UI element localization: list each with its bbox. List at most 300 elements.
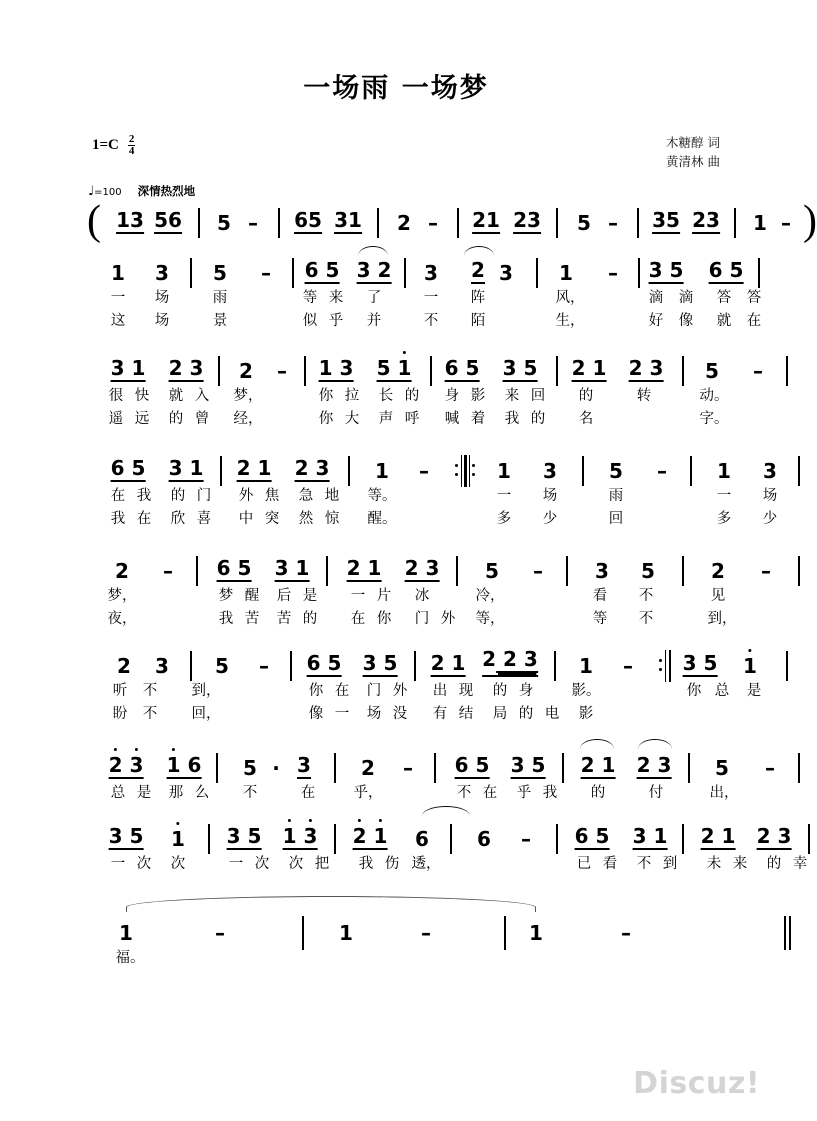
- note: 5: [217, 211, 231, 235]
- note: 23: [513, 208, 541, 232]
- lyric: 字。: [699, 411, 729, 427]
- note: 2: [711, 559, 725, 583]
- note: 1: [743, 654, 757, 678]
- lyric: 一: [110, 290, 126, 306]
- note: 1: [375, 459, 389, 483]
- note: 3 5: [226, 824, 262, 848]
- lyric: 不: [456, 785, 472, 801]
- lyric: 的: [530, 411, 546, 427]
- lyric: 在: [136, 511, 152, 527]
- lyric: 场: [366, 706, 382, 722]
- lyric-row-2: [86, 307, 762, 330]
- note: 35: [652, 208, 680, 232]
- note: 2: [115, 559, 129, 583]
- lyric: 总: [110, 785, 126, 801]
- lyric: 你: [318, 388, 334, 404]
- lyric: 付: [648, 785, 664, 801]
- lyric: 局: [492, 706, 508, 722]
- lyric: 看: [602, 856, 618, 872]
- lyric: 不: [638, 588, 654, 604]
- note: 3 1: [110, 356, 146, 380]
- lyric: 福。: [115, 950, 145, 966]
- note-dash: –: [428, 211, 438, 235]
- note-row: [86, 448, 777, 483]
- open-paren: (: [87, 198, 101, 244]
- barline: [198, 208, 200, 238]
- lyric: 冰: [414, 588, 430, 604]
- note: 2 2 3: [482, 649, 538, 677]
- page-title: 一场雨 一场梦: [303, 73, 489, 104]
- lyric: 一: [334, 706, 350, 722]
- note-dash: –: [608, 261, 618, 285]
- lyric: 外: [392, 683, 408, 699]
- lyric: 转: [636, 388, 652, 404]
- key-signature: 1=C: [92, 137, 119, 154]
- note: 1: [559, 261, 573, 285]
- lyric: 夜，: [107, 611, 137, 627]
- credits: [666, 133, 720, 172]
- lyric: 动。: [699, 388, 729, 404]
- tempo-marking: [88, 183, 195, 199]
- note: 6 5: [454, 753, 490, 777]
- note: 3 1: [274, 556, 310, 580]
- lyric-row-2: [86, 605, 737, 628]
- lyric: 场: [542, 488, 558, 504]
- note: 6 5: [444, 356, 480, 380]
- augmentation-dot: ·: [272, 756, 280, 780]
- lyric: 像: [308, 706, 324, 722]
- note: 2: [471, 258, 485, 282]
- lyric: 出: [432, 683, 448, 699]
- note-dash: –: [521, 827, 531, 851]
- note: 1: [753, 211, 767, 235]
- lyric: 你: [318, 411, 334, 427]
- note-dash: –: [533, 559, 543, 583]
- lyric: 在: [300, 785, 316, 801]
- lyric: 多: [716, 511, 732, 527]
- staff-system-2: [86, 348, 763, 428]
- lyric: 影: [578, 706, 594, 722]
- note-dash: –: [781, 211, 791, 235]
- note-dash: –: [765, 756, 775, 780]
- barline: [734, 208, 736, 238]
- note: 1 3: [282, 824, 318, 848]
- note: 3 1: [168, 456, 204, 480]
- lyric: 苦: [244, 611, 260, 627]
- lyric: 在: [350, 611, 366, 627]
- staff-system-7: [86, 816, 808, 873]
- lyric: 次: [288, 856, 304, 872]
- note: 6: [477, 827, 491, 851]
- lyric: 回: [608, 511, 624, 527]
- note: 1: [579, 654, 593, 678]
- lyric: 回，: [191, 706, 221, 722]
- lyric: 等。: [367, 488, 397, 504]
- lyric: 答: [746, 290, 762, 306]
- lyric-row-2: [86, 505, 778, 528]
- time-signature: [128, 134, 136, 157]
- lyric: 场: [762, 488, 778, 504]
- note-dash: –: [277, 359, 287, 383]
- lyric: 没: [392, 706, 408, 722]
- tempo-number: =100: [94, 187, 122, 198]
- note: 6: [415, 827, 429, 851]
- lyric: 场: [154, 290, 170, 306]
- note: 3 5: [362, 651, 398, 675]
- lyric-row-1: [86, 779, 739, 802]
- note: 3: [499, 261, 513, 285]
- slur: [464, 246, 494, 256]
- lyric: 的: [168, 411, 184, 427]
- lyric: 焦: [264, 488, 280, 504]
- note-dash: –: [657, 459, 667, 483]
- composer-credit: 黄清林 曲: [666, 154, 720, 170]
- lyric: 场: [154, 313, 170, 329]
- lyric: 我: [542, 785, 558, 801]
- note: 2 3: [636, 753, 672, 777]
- lyric: 地: [324, 488, 340, 504]
- note: 31: [334, 208, 362, 232]
- lyric: 就: [168, 388, 184, 404]
- note: 5: [485, 559, 499, 583]
- note: 1: [111, 261, 125, 285]
- note-dash: –: [259, 654, 269, 678]
- lyric: 一: [423, 290, 439, 306]
- note-dash: –: [261, 261, 271, 285]
- lyric: 到，: [707, 611, 737, 627]
- barline: [798, 753, 800, 783]
- lyric: 电: [544, 706, 560, 722]
- lyric: 的: [404, 388, 420, 404]
- lyric: 我: [110, 511, 126, 527]
- note: 3 2: [356, 258, 392, 282]
- note-dash: –: [621, 921, 631, 945]
- expression-marking: 深情热烈地: [137, 184, 196, 198]
- lyric: 外: [440, 611, 456, 627]
- lyric: 不: [142, 706, 158, 722]
- lyric: 的: [518, 706, 534, 722]
- lyric: 身: [518, 683, 534, 699]
- lyric: 生，: [555, 313, 585, 329]
- note-dash: –: [248, 211, 258, 235]
- note: 3: [543, 459, 557, 483]
- lyric: 门: [366, 683, 382, 699]
- lyric: 名: [578, 411, 594, 427]
- lyric-row-1: [86, 850, 808, 873]
- note: 2 1: [580, 753, 616, 777]
- lyric: 听: [112, 683, 128, 699]
- lyric: 不: [638, 611, 654, 627]
- note: 23: [692, 208, 720, 232]
- lyric: 等: [592, 611, 608, 627]
- note-dash: –: [403, 756, 413, 780]
- note-row: [86, 643, 757, 678]
- lyric: 乎: [516, 785, 532, 801]
- note-dash: –: [608, 211, 618, 235]
- lyric: 醒: [244, 588, 260, 604]
- note-row: [86, 910, 712, 944]
- lyric: 你: [376, 611, 392, 627]
- lyric: 大: [344, 411, 360, 427]
- lyric: 不: [142, 683, 158, 699]
- lyric: 急: [298, 488, 314, 504]
- note: 3 1: [632, 824, 668, 848]
- note: 2 3: [756, 824, 792, 848]
- time-signature-denominator: 4: [128, 145, 135, 158]
- lyric: 现: [458, 683, 474, 699]
- lyric: 片: [376, 588, 392, 604]
- lyric: 陌: [470, 313, 486, 329]
- lyric: 出，: [709, 785, 739, 801]
- lyric: 答: [716, 290, 732, 306]
- lyric: 的: [492, 683, 508, 699]
- note: 6 5: [216, 556, 252, 580]
- note: 2 1: [700, 824, 736, 848]
- note-dash: –: [419, 459, 429, 483]
- lyric-row-1: [86, 582, 726, 605]
- lyric: 来: [328, 290, 344, 306]
- note: 2 1: [430, 651, 466, 675]
- note: 1 6: [166, 753, 202, 777]
- lyric: 是: [136, 785, 152, 801]
- lyric: 的: [578, 388, 594, 404]
- staff-system-4: [86, 548, 771, 628]
- note: 2 3: [294, 456, 330, 480]
- lyric: 阵: [470, 290, 486, 306]
- note: 21: [472, 208, 500, 232]
- lyric: 幸: [792, 856, 808, 872]
- staff-system-intro: [86, 198, 817, 244]
- lyric: 突: [264, 511, 280, 527]
- note: 5: [243, 756, 257, 780]
- lyric: 少: [542, 511, 558, 527]
- lyric: 多: [496, 511, 512, 527]
- lyric: 在: [334, 683, 350, 699]
- lyric-row-2: [86, 405, 729, 428]
- note: 2: [117, 654, 131, 678]
- note: 5: [577, 211, 591, 235]
- note: 2 1: [236, 456, 272, 480]
- watermark: Discuz!: [633, 1066, 760, 1101]
- note: 1: [497, 459, 511, 483]
- lyric: 你: [686, 683, 702, 699]
- staff-system-1: [86, 250, 762, 330]
- note: 2: [397, 211, 411, 235]
- lyric-row-1: [86, 382, 729, 405]
- note: 3: [424, 261, 438, 285]
- note: 2 1: [352, 824, 388, 848]
- note: 2: [239, 359, 253, 383]
- note: 1: [529, 921, 543, 945]
- slur: [422, 806, 470, 816]
- time-signature-numerator: 2: [128, 133, 135, 145]
- slur: [358, 246, 388, 256]
- lyric: 回: [530, 388, 546, 404]
- lyric: 么: [194, 785, 210, 801]
- note-dash: –: [215, 921, 225, 945]
- lyric: 门: [196, 488, 212, 504]
- note: 3 5: [510, 753, 546, 777]
- lyric-row-1: [86, 482, 778, 505]
- barline: [798, 556, 800, 586]
- barline: [377, 208, 379, 238]
- lyric: 来: [732, 856, 748, 872]
- note: 6 5: [708, 258, 744, 282]
- lyric: 到，: [191, 683, 221, 699]
- lyric: 在: [746, 313, 762, 329]
- lyric: 的: [590, 785, 606, 801]
- note-row: [86, 816, 792, 851]
- lyric: 远: [134, 411, 150, 427]
- lyric: 等: [302, 290, 318, 306]
- staff-system-8-final: [86, 910, 712, 967]
- lyric: 就: [716, 313, 732, 329]
- lyric: 门: [414, 611, 430, 627]
- lyric: 一: [496, 488, 512, 504]
- note: 3: [763, 459, 777, 483]
- lyric: 总: [714, 683, 730, 699]
- lyric: 身: [444, 388, 460, 404]
- lyric: 的: [170, 488, 186, 504]
- note: 2 3: [628, 356, 664, 380]
- lyric: 我: [218, 611, 234, 627]
- lyric: 乎，: [353, 785, 383, 801]
- note-row: [86, 250, 744, 285]
- lyric: 苦: [276, 611, 292, 627]
- note: 3: [155, 261, 169, 285]
- barline: [808, 824, 810, 854]
- note: 65: [294, 208, 322, 232]
- note: 3: [297, 753, 311, 777]
- note-dash: –: [753, 359, 763, 383]
- lyric: 并: [366, 313, 382, 329]
- note: 5: [215, 654, 229, 678]
- note: 2 3: [108, 753, 144, 777]
- lyric: 风，: [555, 290, 585, 306]
- note: 1: [717, 459, 731, 483]
- staff-system-6: [86, 745, 775, 802]
- note: 5: [609, 459, 623, 483]
- lyric: 那: [168, 785, 184, 801]
- lyric: 未: [706, 856, 722, 872]
- lyric: 一: [228, 856, 244, 872]
- lyric: 到: [662, 856, 678, 872]
- note: 3 5: [682, 651, 718, 675]
- lyric: 好: [648, 313, 664, 329]
- note: 2: [361, 756, 375, 780]
- lyric: 似: [302, 313, 318, 329]
- lyric: 惊: [324, 511, 340, 527]
- note-dash: –: [761, 559, 771, 583]
- note: 6 5: [304, 258, 340, 282]
- lyric: 经，: [233, 411, 263, 427]
- lyric: 这: [110, 313, 126, 329]
- note: 1: [339, 921, 353, 945]
- lyric: 是: [302, 588, 318, 604]
- lyric: 伤: [384, 856, 400, 872]
- lyric: 已: [576, 856, 592, 872]
- lyric: 快: [134, 388, 150, 404]
- final-barline: [784, 916, 791, 950]
- lyric: 来: [504, 388, 520, 404]
- note: 5: [705, 359, 719, 383]
- lyric-row-1: [86, 677, 762, 700]
- lyric: 一: [110, 856, 126, 872]
- lyric: 看: [592, 588, 608, 604]
- lyric: 喊: [444, 411, 460, 427]
- lyric: 的: [766, 856, 782, 872]
- lyric: 见: [710, 588, 726, 604]
- lyric: 在: [110, 488, 126, 504]
- lyric: 把: [314, 856, 330, 872]
- note-row: [86, 548, 771, 583]
- lyric: 后: [276, 588, 292, 604]
- note: 2 3: [168, 356, 204, 380]
- lyric: 等，: [475, 611, 505, 627]
- lyric: 你: [308, 683, 324, 699]
- lyric: 有: [432, 706, 448, 722]
- lyric: 梦，: [233, 388, 263, 404]
- lyric: 我: [136, 488, 152, 504]
- lyric: 梦，: [107, 588, 137, 604]
- lyric: 外: [238, 488, 254, 504]
- note: 3: [595, 559, 609, 583]
- lyric: 声: [378, 411, 394, 427]
- lyric: 入: [194, 388, 210, 404]
- key-time-signature: [92, 134, 135, 157]
- barline: [786, 356, 788, 386]
- lyric: 在: [482, 785, 498, 801]
- note: 2 1: [571, 356, 607, 380]
- lyric: 是: [746, 683, 762, 699]
- lyric: 遥: [108, 411, 124, 427]
- barline: [798, 456, 800, 486]
- lyric: 着: [470, 411, 486, 427]
- lyric: 中: [238, 511, 254, 527]
- tie-slur-long: [126, 896, 536, 912]
- note: 5: [641, 559, 655, 583]
- note-dash: –: [421, 921, 431, 945]
- barline: [637, 208, 639, 238]
- lyric: 影。: [571, 683, 601, 699]
- note: 5: [715, 756, 729, 780]
- note: 1: [171, 827, 185, 851]
- close-paren: ): [803, 198, 817, 244]
- note: 2 3: [404, 556, 440, 580]
- note: 6 5: [110, 456, 146, 480]
- lyric: 我: [504, 411, 520, 427]
- note: 1 3: [318, 356, 354, 380]
- barline: [786, 651, 788, 681]
- lyricist-credit: 木糖醇 词: [666, 135, 720, 150]
- lyric: 曾: [194, 411, 210, 427]
- lyric: 长: [378, 388, 394, 404]
- lyric: 一: [350, 588, 366, 604]
- lyric: 不: [423, 313, 439, 329]
- lyric: 次: [170, 856, 186, 872]
- lyric: 像: [678, 313, 694, 329]
- lyric: 透，: [411, 856, 441, 872]
- lyric: 滴: [648, 290, 664, 306]
- lyric-row-2: [86, 700, 712, 723]
- lyric: 拉: [344, 388, 360, 404]
- note: 6 5: [306, 651, 342, 675]
- barline: [457, 208, 459, 238]
- lyric: 醒。: [367, 511, 397, 527]
- slur: [580, 739, 614, 749]
- lyric: 次: [254, 856, 270, 872]
- note-dash: –: [163, 559, 173, 583]
